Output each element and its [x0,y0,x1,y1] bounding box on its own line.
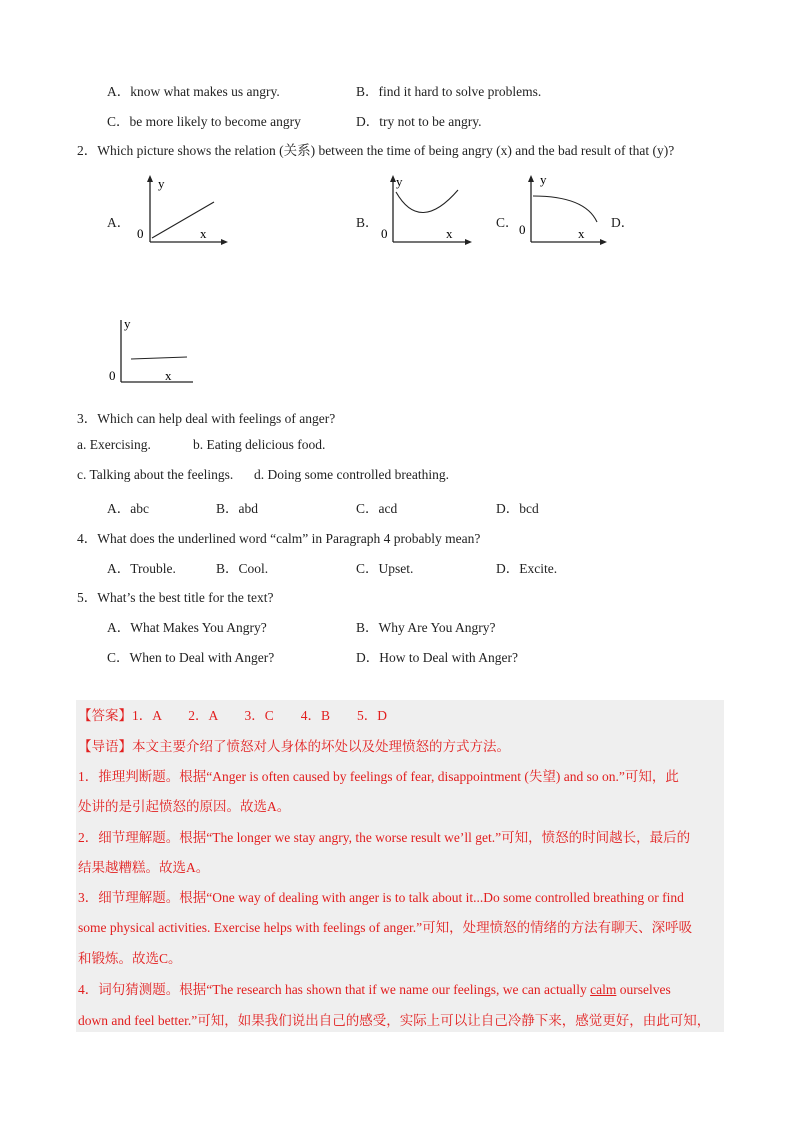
q4-option-b [216,557,268,577]
option-letter: A． [107,620,131,635]
graph-c-x-arrow [600,239,607,245]
q4-option-d [496,557,557,577]
graph-d-x-label: x [165,368,172,383]
graph-c [515,172,615,250]
q1-option-b [356,80,541,100]
graph-c-y-arrow [528,175,534,182]
option-letter: A． [107,501,131,516]
q5-stem: 5．What’s the best title for the text? [77,590,274,605]
q5-option-a [107,616,267,636]
q2-label-c: C． [496,215,519,230]
q2-label-a: A． [107,215,131,230]
graph-b-origin: 0 [381,226,388,241]
underlined-word-calm: calm [590,982,617,997]
option-text: What Makes You Angry? [130,620,267,635]
explanation-1b: 处讲的是引起愤怒的原因。故选A。 [78,799,291,814]
graph-a-origin: 0 [137,226,144,241]
q5-option-c [107,646,274,666]
graph-a-x-label: x [200,226,207,241]
option-letter: C． [107,114,130,129]
graph-c-curve [533,196,597,222]
explanation-3b: some physical activities. Exercise helps with feelings of anger.”可知，处理愤怒的情绪的方法有聊天、深呼吸 [78,920,693,935]
q3-item-c: c. Talking about the feelings. [77,467,234,482]
option-text: Cool. [238,561,269,576]
option-text: abd [238,501,259,516]
graph-b-y-label: y [396,174,403,189]
q3-option-d [496,497,539,517]
q1-option-a [107,80,280,100]
q5-option-d [356,646,518,666]
option-letter: D． [496,501,520,516]
explanation-1a: 1．推理判断题。根据“Anger is often caused by feelings of fear, disappointment (失望) and so on.”可知，此 [78,769,679,784]
graph-a-y-label: y [158,176,165,191]
option-text: acd [378,501,398,516]
graph-a-x-arrow [221,239,228,245]
option-letter: D． [356,114,380,129]
option-text: Upset. [378,561,414,576]
q3-stem: 3．Which can help deal with feelings of anger? [77,411,336,426]
q3-item-d: d. Doing some controlled breathing. [254,467,449,482]
option-letter: C． [107,650,130,665]
explanation-4a-post: ourselves [616,982,671,997]
graph-b-curve [396,190,458,213]
option-letter: A． [107,561,131,576]
option-letter: A． [107,84,131,99]
option-letter: C． [356,561,379,576]
option-text: Excite. [519,561,558,576]
option-text: be more likely to become angry [129,114,301,129]
explanation-2a: 2．细节理解题。根据“The longer we stay angry, the worse result we’ll get.”可知，愤怒的时间越长，最后的 [78,830,691,845]
option-letter: B． [216,561,239,576]
q2-label-d: D． [611,215,635,230]
graph-b-x-label: x [446,226,453,241]
answer-guide: 【导语】本文主要介绍了愤怒对人身体的坏处以及处理愤怒的方式方法。 [78,739,510,754]
option-text: abc [130,501,149,516]
option-text: How to Deal with Anger? [379,650,518,665]
graph-a [132,172,232,250]
option-text: find it hard to solve problems. [378,84,542,99]
graph-d [105,312,205,388]
option-text: Trouble. [130,561,176,576]
option-text: Why Are You Angry? [378,620,496,635]
q1-option-c [107,110,301,130]
graph-d-y-label: y [124,316,131,331]
option-letter: D． [356,650,380,665]
q5-option-b [356,616,496,636]
option-letter: B． [356,84,379,99]
q4-option-a [107,557,176,577]
explanation-3c: 和锻炼。故选C。 [78,951,182,966]
option-text: When to Deal with Anger? [129,650,275,665]
q3-option-c [356,497,397,517]
graph-b-x-arrow [465,239,472,245]
graph-a-y-arrow [147,175,153,182]
explanation-4a-pre: 4．词句猜测题。根据“The research has shown that if we name our feelings, we can actually [78,982,591,997]
option-letter: B． [216,501,239,516]
graph-c-x-label: x [578,226,585,241]
option-letter: B． [356,620,379,635]
graph-d-curve [131,357,187,359]
graph-d-origin: 0 [109,368,116,383]
graph-c-y-label: y [540,172,547,187]
q3-item-a: a. Exercising. [77,437,151,452]
option-text: bcd [519,501,539,516]
q3-option-a [107,497,149,517]
explanation-4a [78,978,671,998]
q2-stem: 2．Which picture shows the relation (关系) between the time of being angry (x) and the bad result of that (y)? [77,143,675,158]
explanation-2b: 结果越糟糕。故选A。 [78,860,210,875]
explanation-4b: down and feel better.”可知，如果我们说出自己的感受，实际上可以让自己冷静下来，感觉更好，由此可知， [78,1013,711,1028]
option-text: know what makes us angry. [130,84,280,99]
q3-item-b: b. Eating delicious food. [193,437,326,452]
graph-c-origin: 0 [519,222,526,237]
q3-option-b [216,497,258,517]
graph-b [378,172,478,250]
q1-option-d [356,110,481,130]
q4-stem: 4．What does the underlined word “calm” in Paragraph 4 probably mean? [77,531,481,546]
q4-option-c [356,557,413,577]
q2-label-b: B． [356,215,379,230]
explanation-3a: 3．细节理解题。根据“One way of dealing with anger is to talk about it...Do some controlled breathing or find [78,890,684,905]
answer-key: 【答案】1．A 2．A 3．C 4．B 5．D [78,708,388,723]
option-text: try not to be angry. [379,114,482,129]
option-letter: C． [356,501,379,516]
option-letter: D． [496,561,520,576]
